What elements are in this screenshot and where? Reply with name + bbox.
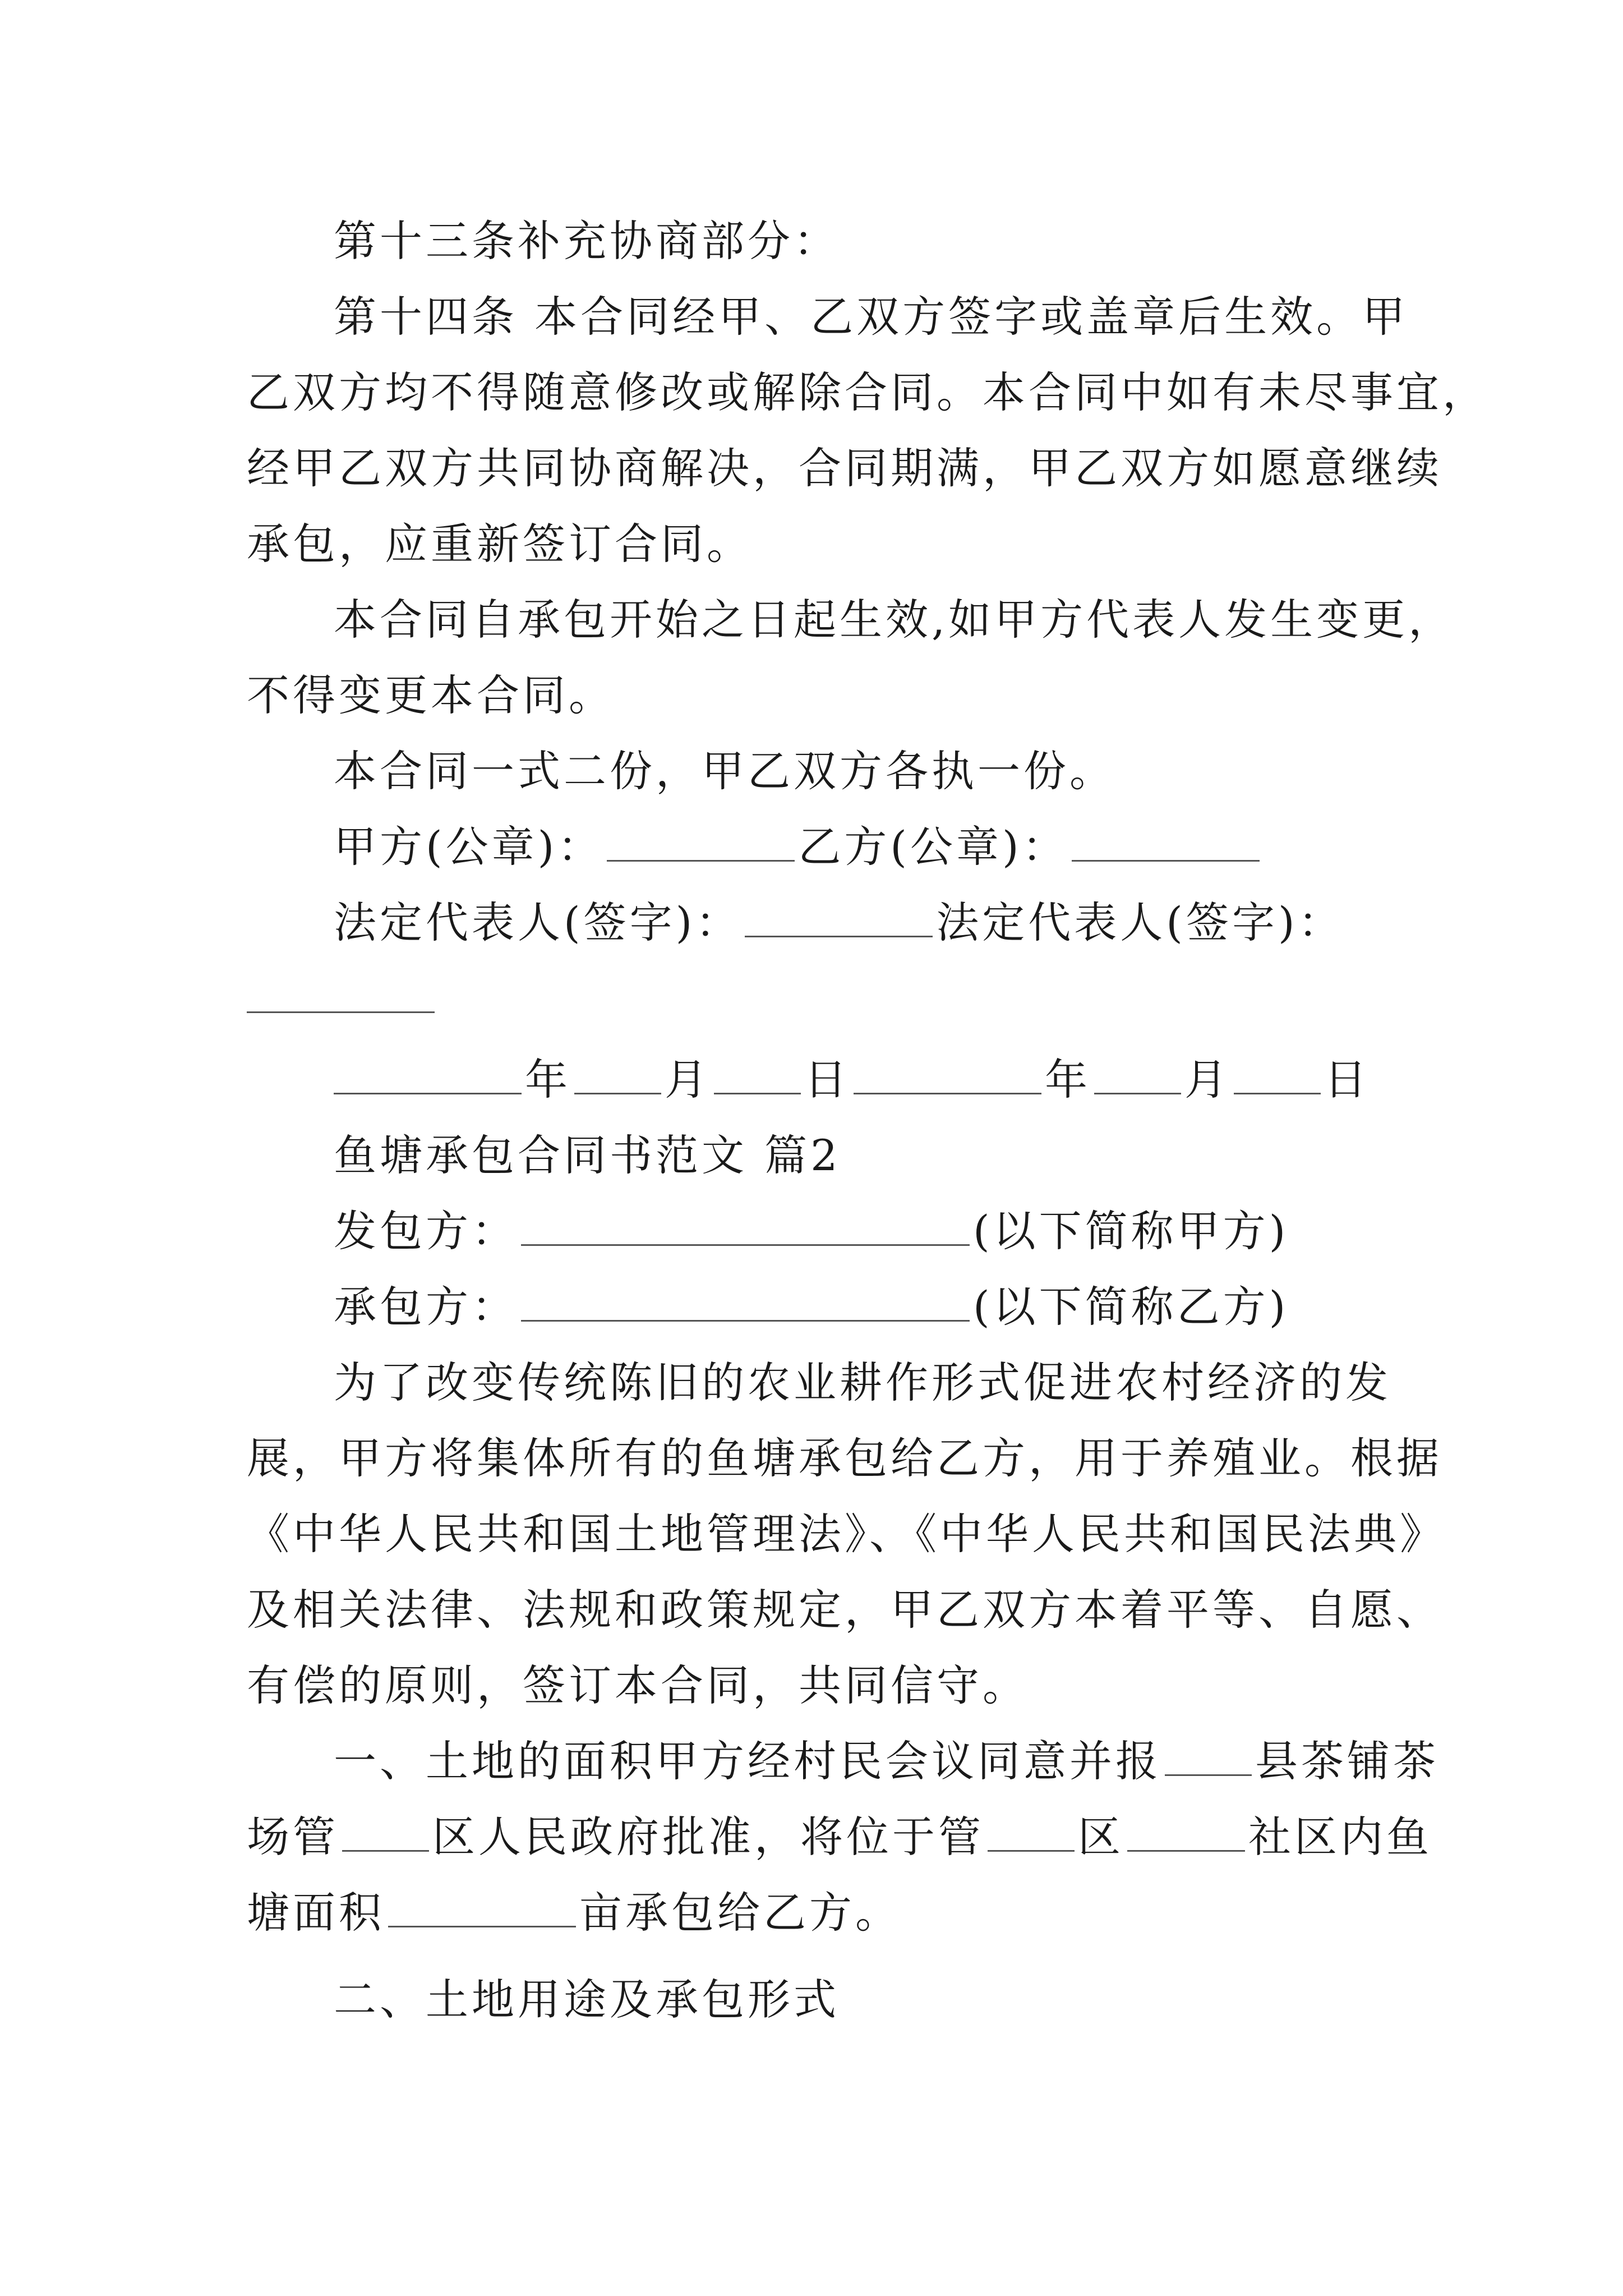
date-b-day-blank xyxy=(1234,1052,1321,1094)
clause-2-title: 二、土地用途及承包形式 xyxy=(334,1975,840,2024)
section-2-title: 鱼塘承包合同书范文 篇2 xyxy=(334,1130,841,1180)
contractee-line: 承包方： (以下简称乙方) xyxy=(334,1279,1289,1335)
clause-1-line-1: 一、土地的面积甲方经村民会议同意并报 县茶铺茶 xyxy=(334,1733,1439,1789)
intro-line-3: 《中华人民共和国土地管理法》、《中华人民共和国民法典》 xyxy=(247,1509,1446,1559)
legal-rep-b-blank xyxy=(247,971,435,1013)
legal-rep-b-blank-line xyxy=(247,970,438,1027)
contractee-blank xyxy=(521,1280,970,1322)
clause-1-line-2: 场管 区人民政府批准，将位于管 区 社区内鱼 xyxy=(247,1809,1432,1865)
area-blank xyxy=(388,1885,576,1927)
district-blank-2 xyxy=(988,1810,1075,1852)
party-b-seal-blank xyxy=(1072,820,1260,862)
intro-line-4: 及相关法律、法规和政策规定，甲乙双方本着平等、自愿、 xyxy=(247,1585,1442,1635)
article-14-line-3: 经甲乙双方共同协商解决，合同期满，甲乙双方如愿意继续 xyxy=(247,443,1442,493)
community-blank xyxy=(1127,1810,1245,1852)
article-14-line-2: 乙双方均不得随意修改或解除合同。本合同中如有未尽事宜， xyxy=(247,367,1488,417)
clause-1-line-3: 塘面积 亩承包给乙方。 xyxy=(247,1885,901,1941)
date-line: 年 月 日 年 月 日 xyxy=(334,1052,1370,1108)
article-14-line-4: 承包，应重新签订合同。 xyxy=(247,519,753,569)
district-blank-1 xyxy=(342,1810,429,1852)
date-b-year-blank xyxy=(854,1052,1041,1094)
county-blank xyxy=(1165,1734,1252,1776)
contractor-blank xyxy=(521,1204,970,1246)
intro-line-2: 展，甲方将集体所有的鱼塘承包给乙方，用于养殖业。根据 xyxy=(247,1433,1442,1483)
intro-line-1: 为了改变传统陈旧的农业耕作形式促进农村经济的发 xyxy=(334,1358,1391,1407)
contractor-line: 发包方： (以下简称甲方) xyxy=(334,1203,1289,1259)
article-13: 第十三条补充协商部分： xyxy=(334,216,840,266)
date-a-month-blank xyxy=(574,1052,661,1094)
date-b-month-blank xyxy=(1094,1052,1181,1094)
effect-line-1: 本合同自承包开始之日起生效,如甲方代表人发生变更， xyxy=(334,595,1455,645)
party-a-seal-blank xyxy=(607,820,795,862)
copies-clause: 本合同一式二份，甲乙双方各执一份。 xyxy=(334,746,1115,796)
intro-line-5: 有偿的原则，签订本合同，共同信守。 xyxy=(247,1660,1029,1710)
legal-rep-line: 法定代表人(签字)： 法定代表人(签字)： xyxy=(334,895,1344,951)
article-14-line-1: 第十四条 本合同经甲、乙双方签字或盖章后生效。甲 xyxy=(334,292,1409,342)
date-a-day-blank xyxy=(714,1052,801,1094)
date-a-year-blank xyxy=(334,1052,522,1094)
seal-line: 甲方(公章)： 乙方(公章)： xyxy=(334,819,1263,875)
effect-line-2: 不得变更本合同。 xyxy=(247,670,615,720)
legal-rep-a-blank xyxy=(745,895,933,937)
